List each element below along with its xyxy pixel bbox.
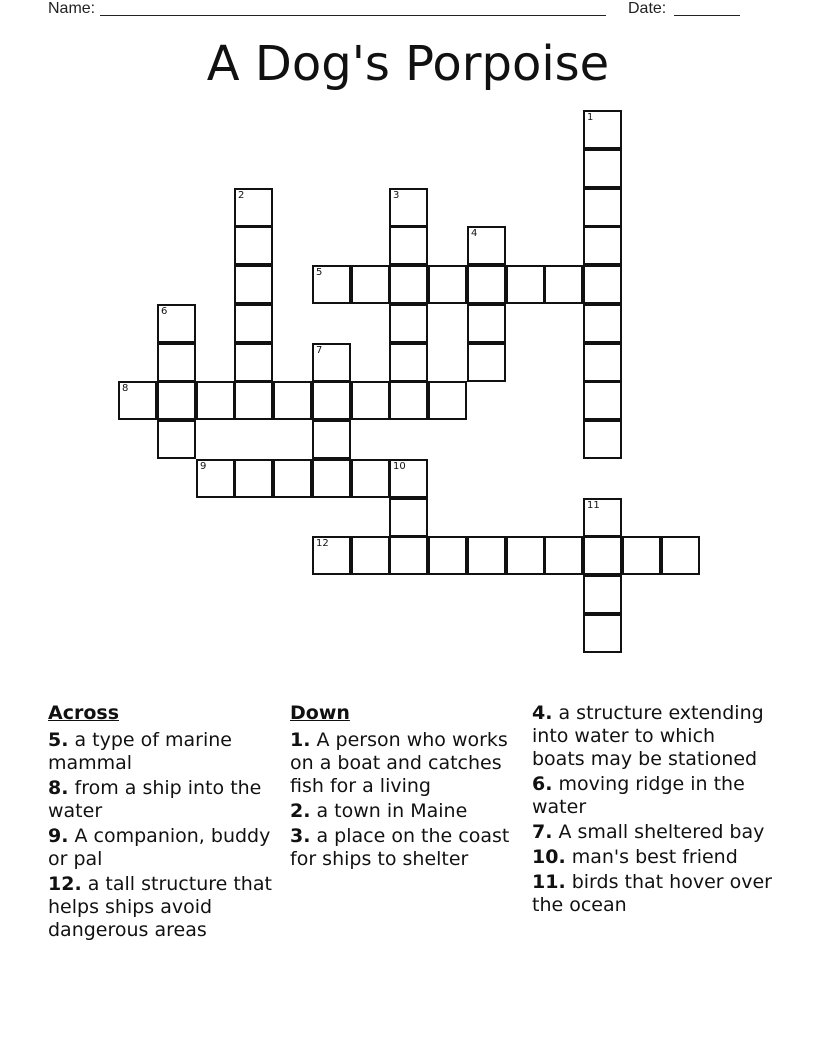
grid-cell[interactable] (157, 381, 196, 420)
grid-cell[interactable] (583, 614, 622, 653)
grid-cell[interactable] (467, 226, 506, 265)
clue-number: 4. (532, 702, 553, 724)
grid-cell[interactable] (583, 149, 622, 188)
grid-cell[interactable] (583, 265, 622, 304)
clue-text: a tall structure that helps ships avoid dangerous areas (48, 873, 272, 941)
grid-cell[interactable] (234, 459, 273, 498)
cell-number: 7 (316, 345, 323, 356)
grid-cell[interactable] (467, 304, 506, 343)
grid-cell[interactable] (467, 343, 506, 382)
clue-text: A person who works on a boat and catches fish for a living (290, 729, 508, 797)
grid-cell[interactable] (118, 381, 157, 420)
grid-cell[interactable] (312, 459, 351, 498)
grid-cell[interactable] (273, 459, 312, 498)
date-label: Date: (628, 0, 667, 17)
grid-cell[interactable] (389, 459, 428, 498)
clue-text: from a ship into the water (48, 777, 262, 822)
grid-cell[interactable] (428, 381, 467, 420)
grid-cell[interactable] (351, 459, 390, 498)
grid-cell[interactable] (234, 188, 273, 227)
grid-cell[interactable] (196, 459, 235, 498)
clue-text: A small sheltered bay (558, 821, 765, 843)
cell-number: 6 (161, 306, 168, 317)
grid-cell[interactable] (428, 536, 467, 575)
clue-down-6 (532, 773, 772, 819)
clue-across-5 (48, 729, 280, 775)
grid-cell[interactable] (389, 304, 428, 343)
grid-cell[interactable] (583, 343, 622, 382)
clue-number: 6. (532, 773, 553, 795)
grid-cell[interactable] (661, 536, 700, 575)
grid-cell[interactable] (234, 265, 273, 304)
cell-number: 11 (587, 500, 600, 511)
grid-cell[interactable] (583, 226, 622, 265)
clue-text: a place on the coast for ships to shelter (290, 825, 510, 870)
clue-text: a structure extending into water to which boats may be stationed (532, 702, 764, 770)
clue-number: 11. (532, 871, 566, 893)
clue-text: birds that hover over the ocean (532, 871, 772, 916)
cell-number: 3 (393, 190, 400, 201)
grid-cell[interactable] (234, 304, 273, 343)
cell-number: 1 (587, 112, 594, 123)
clue-text: A companion, buddy or pal (48, 825, 271, 870)
clue-number: 12. (48, 873, 82, 895)
grid-cell[interactable] (312, 343, 351, 382)
grid-cell[interactable] (157, 420, 196, 459)
grid-cell[interactable] (389, 188, 428, 227)
grid-cell[interactable] (157, 304, 196, 343)
grid-cell[interactable] (157, 343, 196, 382)
cell-number: 9 (200, 461, 207, 472)
grid-cell[interactable] (583, 536, 622, 575)
clue-number: 1. (290, 729, 311, 751)
grid-cell[interactable] (583, 575, 622, 614)
cell-number: 4 (471, 228, 478, 239)
clue-text: moving ridge in the water (532, 773, 745, 818)
grid-cell[interactable] (351, 381, 390, 420)
clue-text: a town in Maine (316, 800, 468, 822)
clue-across-12 (48, 873, 280, 942)
grid-cell[interactable] (312, 381, 351, 420)
grid-cell[interactable] (273, 381, 312, 420)
down-clues-continued (532, 702, 772, 919)
grid-cell[interactable] (389, 343, 428, 382)
clue-number: 2. (290, 800, 311, 822)
grid-cell[interactable] (389, 536, 428, 575)
grid-cell[interactable] (506, 265, 545, 304)
clue-number: 7. (532, 821, 553, 843)
clue-down-11 (532, 871, 772, 917)
grid-cell[interactable] (428, 265, 467, 304)
grid-cell[interactable] (583, 188, 622, 227)
clue-text: a type of marine mammal (48, 729, 232, 774)
cell-number: 8 (122, 383, 129, 394)
clue-down-4 (532, 702, 772, 771)
clue-number: 9. (48, 825, 69, 847)
clue-number: 5. (48, 729, 69, 751)
grid-cell[interactable] (467, 536, 506, 575)
grid-cell[interactable] (544, 536, 583, 575)
grid-cell[interactable] (583, 498, 622, 537)
clue-number: 8. (48, 777, 69, 799)
grid-cell[interactable] (234, 343, 273, 382)
grid-cell[interactable] (351, 536, 390, 575)
clue-number: 10. (532, 846, 566, 868)
clue-down-3 (290, 825, 522, 871)
grid-cell[interactable] (389, 381, 428, 420)
clue-number: 3. (290, 825, 311, 847)
grid-cell[interactable] (583, 381, 622, 420)
grid-cell[interactable] (196, 381, 235, 420)
clue-across-9 (48, 825, 280, 871)
grid-cell[interactable] (312, 265, 351, 304)
across-clues (48, 702, 280, 944)
grid-cell[interactable] (389, 226, 428, 265)
clue-down-10 (532, 846, 772, 869)
clue-across-8 (48, 777, 280, 823)
clue-down-2 (290, 800, 522, 823)
cell-number: 10 (393, 461, 406, 472)
grid-cell[interactable] (389, 265, 428, 304)
cell-number: 2 (238, 190, 245, 201)
grid-cell[interactable] (544, 265, 583, 304)
puzzle-title: A Dog's Porpoise (206, 36, 610, 92)
clue-text: man's best friend (571, 846, 738, 868)
grid-cell[interactable] (234, 226, 273, 265)
clue-down-1 (290, 729, 522, 798)
cell-number: 5 (316, 267, 323, 278)
grid-cell[interactable] (583, 420, 622, 459)
grid-cell[interactable] (312, 420, 351, 459)
grid-cell[interactable] (622, 536, 661, 575)
grid-cell[interactable] (351, 265, 390, 304)
cell-number: 12 (316, 538, 329, 549)
grid-cell[interactable] (467, 265, 506, 304)
grid-cell[interactable] (583, 110, 622, 149)
across-heading: Across (48, 702, 120, 724)
grid-cell[interactable] (312, 536, 351, 575)
grid-cell[interactable] (583, 304, 622, 343)
down-clues (290, 702, 522, 873)
grid-cell[interactable] (234, 381, 273, 420)
clue-down-7 (532, 821, 772, 844)
grid-cell[interactable] (506, 536, 545, 575)
name-label: Name: (48, 0, 96, 17)
grid-cell[interactable] (389, 498, 428, 537)
down-heading: Down (290, 702, 350, 724)
